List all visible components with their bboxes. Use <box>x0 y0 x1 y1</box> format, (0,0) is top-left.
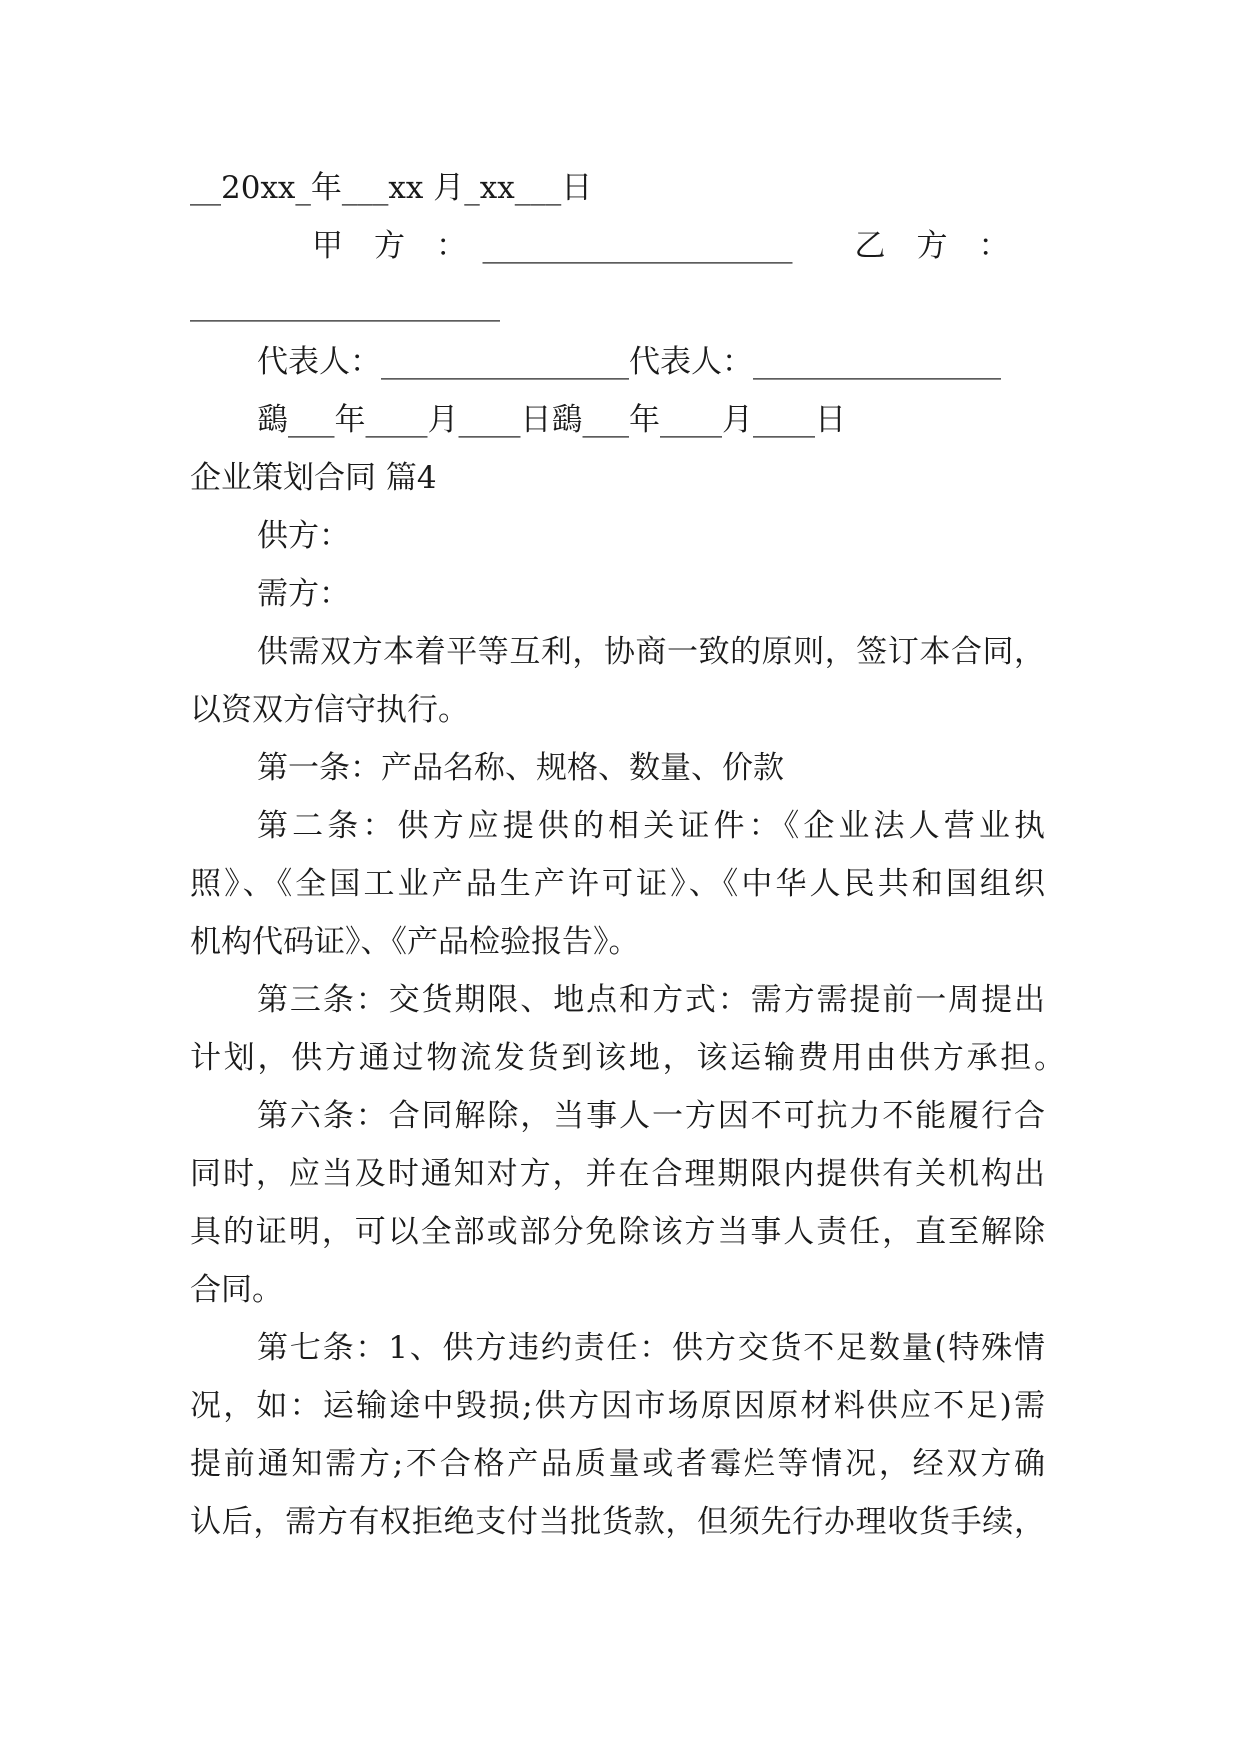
supplier-label: 供方： <box>257 518 350 554</box>
article-1: 第一条：产品名称、规格、数量、价款 <box>257 750 784 786</box>
article-7-line-2: 况，如：运输途中毁损;供方因市场原因原材料供应不足)需 <box>190 1388 1045 1424</box>
signing-date-line: __20xx_年___xx 月_xx___日 <box>190 170 593 206</box>
article-7-line-1: 第七条：1、供方违约责任：供方交货不足数量(特殊情 <box>257 1330 1045 1366</box>
article-3-line-1: 第三条：交货期限、地点和方式：需方需提前一周提出 <box>257 982 1045 1018</box>
article-6-line-2: 同时，应当及时通知对方，并在合理期限内提供有关机构出 <box>190 1156 1045 1192</box>
representative-date-line: 鷂___年____月____日鷂___年____月____日 <box>257 402 846 438</box>
article-2-line-2: 照》、《全国工业产品生产许可证》、《中华人民共和国组织 <box>190 866 1045 902</box>
article-2-line-1: 第二条：供方应提供的相关证件：《企业法人营业执 <box>257 808 1045 844</box>
article-7-line-3: 提前通知需方;不合格产品质量或者霉烂等情况，经双方确 <box>190 1446 1045 1482</box>
representative-line: 代表人：________________代表人：________________ <box>257 344 1001 380</box>
preamble-line-1: 供需双方本着平等互利，协商一致的原则，签订本合同， <box>257 634 1045 670</box>
buyer-label: 需方： <box>257 576 350 612</box>
party-a-b-signature-line: 甲 方 ： ____________________ 乙 方 ： <box>312 228 1010 264</box>
section-title: 企业策划合同 篇4 <box>190 460 437 496</box>
article-7-line-4: 认后，需方有权拒绝支付当批货款，但须先行办理收货手续， <box>190 1504 1045 1540</box>
article-3-line-2: 计划，供方通过物流发货到该地，该运输费用由供方承担。 <box>190 1040 1065 1076</box>
article-6-line-1: 第六条：合同解除，当事人一方因不可抗力不能履行合 <box>257 1098 1045 1134</box>
party-b-signature-blank: ____________________ <box>190 286 500 322</box>
preamble-line-2: 以资双方信守执行。 <box>190 692 469 728</box>
article-6-line-4: 合同。 <box>190 1272 283 1308</box>
article-2-line-3: 机构代码证》、《产品检验报告》。 <box>190 924 640 960</box>
article-6-line-3: 具的证明，可以全部或部分免除该方当事人责任，直至解除 <box>190 1214 1045 1250</box>
